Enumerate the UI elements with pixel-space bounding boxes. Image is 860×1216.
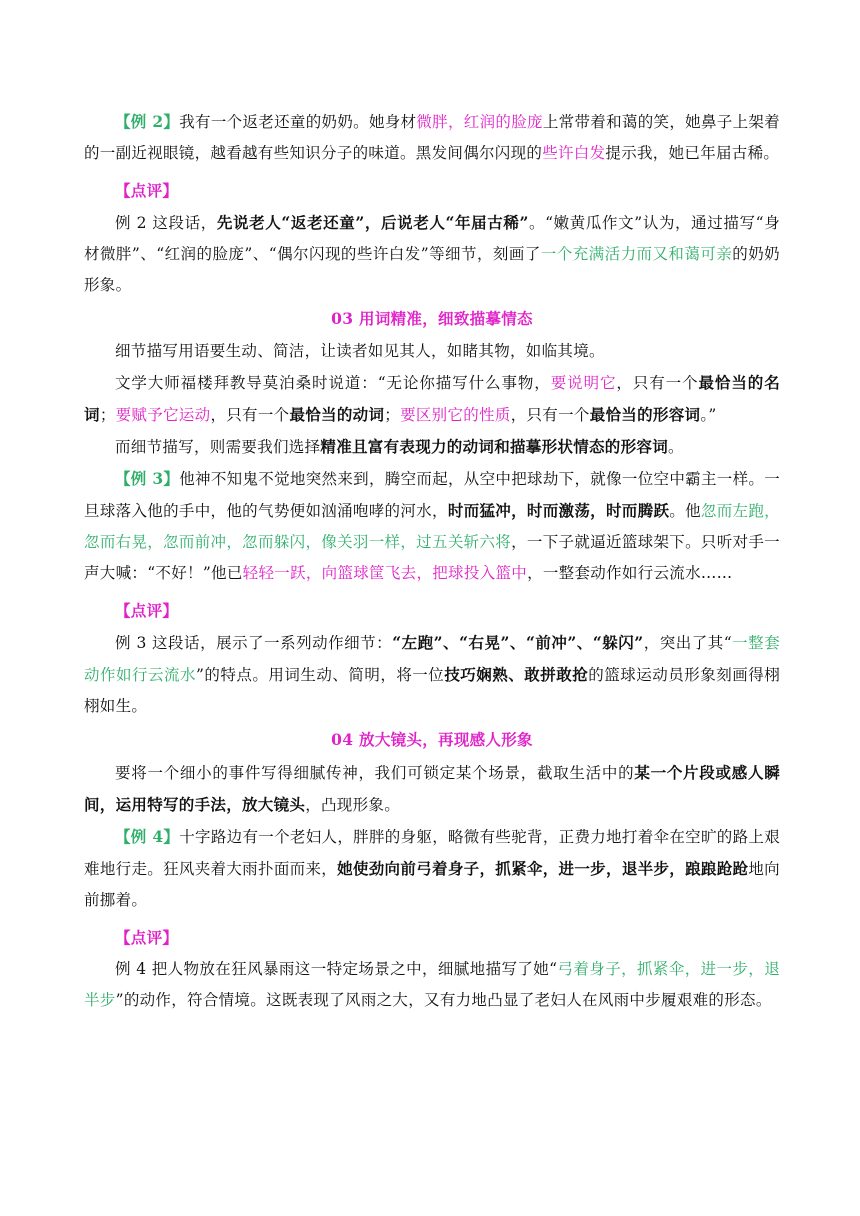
review-2-tag-line (84, 175, 780, 207)
review-2-paragraph: 例 2 这段话，先说老人“返老还童”，后说老人“年届古稀”。“嫩黄瓜作文”认为，通过描写“身材微胖”、“红润的脸庞”、“偶尔闪现的些许白发”等细节，刻画了一个充满活力而又和蔼可亲的奶奶形象。 (84, 213, 780, 294)
section-4-intro: 要将一个细小的事件写得细腻传神，我们可锁定某个场景，截取生活中的某一个片段或感人瞬间，运用特写的手法，放大镜头，凸现形象。 (84, 763, 780, 814)
review-2-tag: 【点评】 (115, 181, 179, 200)
example-4-paragraph: 【例 4】十字路边有一个老妇人，胖胖的身躯，略微有些驼背，正费力地打着伞在空旷的路上艰难地行走。狂风夹着大雨扑面而来，她使劲向前弓着身子，抓紧伞，进一步，退半步，踉踉跄跄地向前挪着。 (84, 827, 780, 909)
review-4-tag-line (84, 922, 780, 954)
section-3-summary: 而细节描写，则需要我们选择精准且富有表现力的动词和描摹形状情态的形容词。 (115, 437, 684, 456)
review-3-paragraph: 例 3 这段话，展示了一系列动作细节：“左跑”、“右晃”、“前冲”、“躲闪”，突出了其“一整套动作如行云流水”的特点。用词生动、简明，将一位技巧娴熟、敢拼敢抢的篮球运动员形象刻画得栩栩如生。 (84, 633, 781, 715)
section-3-intro: 细节描写用语要生动、简洁，让读者如见其人，如睹其物，如临其境。 (115, 342, 605, 360)
example-2-paragraph: 【例 2】我有一个返老还童的奶奶。她身材微胖，红润的脸庞上常带着和蔼的笑，她鼻子上架着的一副近视眼镜，越看越有些知识分子的味道。黑发间偶尔闪现的些许白发提示我，她已年届古稀。 (84, 112, 780, 162)
review-3-tag: 【点评】 (115, 601, 179, 620)
review-4-paragraph: 例 4 把人物放在狂风暴雨这一特定场景之中，细腻地描写了她“弓着身子，抓紧伞，进一步，退半步”的动作，符合情境。这既表现了风雨之大，又有力地凸显了老妇人在风雨中步履艰难的形态。 (84, 960, 780, 1009)
example-3-paragraph: 【例 3】他神不知鬼不觉地突然来到，腾空而起，从空中把球劫下，就像一位空中霸主一样。一旦球落入他的手中，他的气势便如汹涌咆哮的河水，时而猛冲，时而激荡，时而腾跃。他忽而左跑，忽而右晃，忽而前冲，忽而躲闪，像关羽一样，过五关斩六将，一下子就逼近篮球架下。只听对手一声大喊：“不好！”他已轻轻一跃，向篮球筐飞去，把球投入篮中，一整套动作如行云流水…… (84, 469, 780, 582)
document-body (84, 106, 780, 1016)
review-3-tag-line (84, 595, 780, 627)
review-4-tag: 【点评】 (115, 928, 179, 947)
example-3-tag: 【例 3】 (115, 469, 180, 488)
example-2-tag: 【例 2】 (115, 112, 180, 131)
section-4-heading: 04 放大镜头，再现感人形象 (331, 730, 533, 749)
flaubert-quote-paragraph: 文学大师福楼拜教导莫泊桑时说道：“无论你描写什么事物，要说明它，只有一个最恰当的名词；要赋予它运动，只有一个最恰当的动词；要区别它的性质，只有一个最恰当的形容词。” (84, 373, 780, 424)
section-3-heading: 03 用词精准，细致描摹情态 (331, 309, 533, 328)
example-4-tag: 【例 4】 (115, 827, 180, 846)
